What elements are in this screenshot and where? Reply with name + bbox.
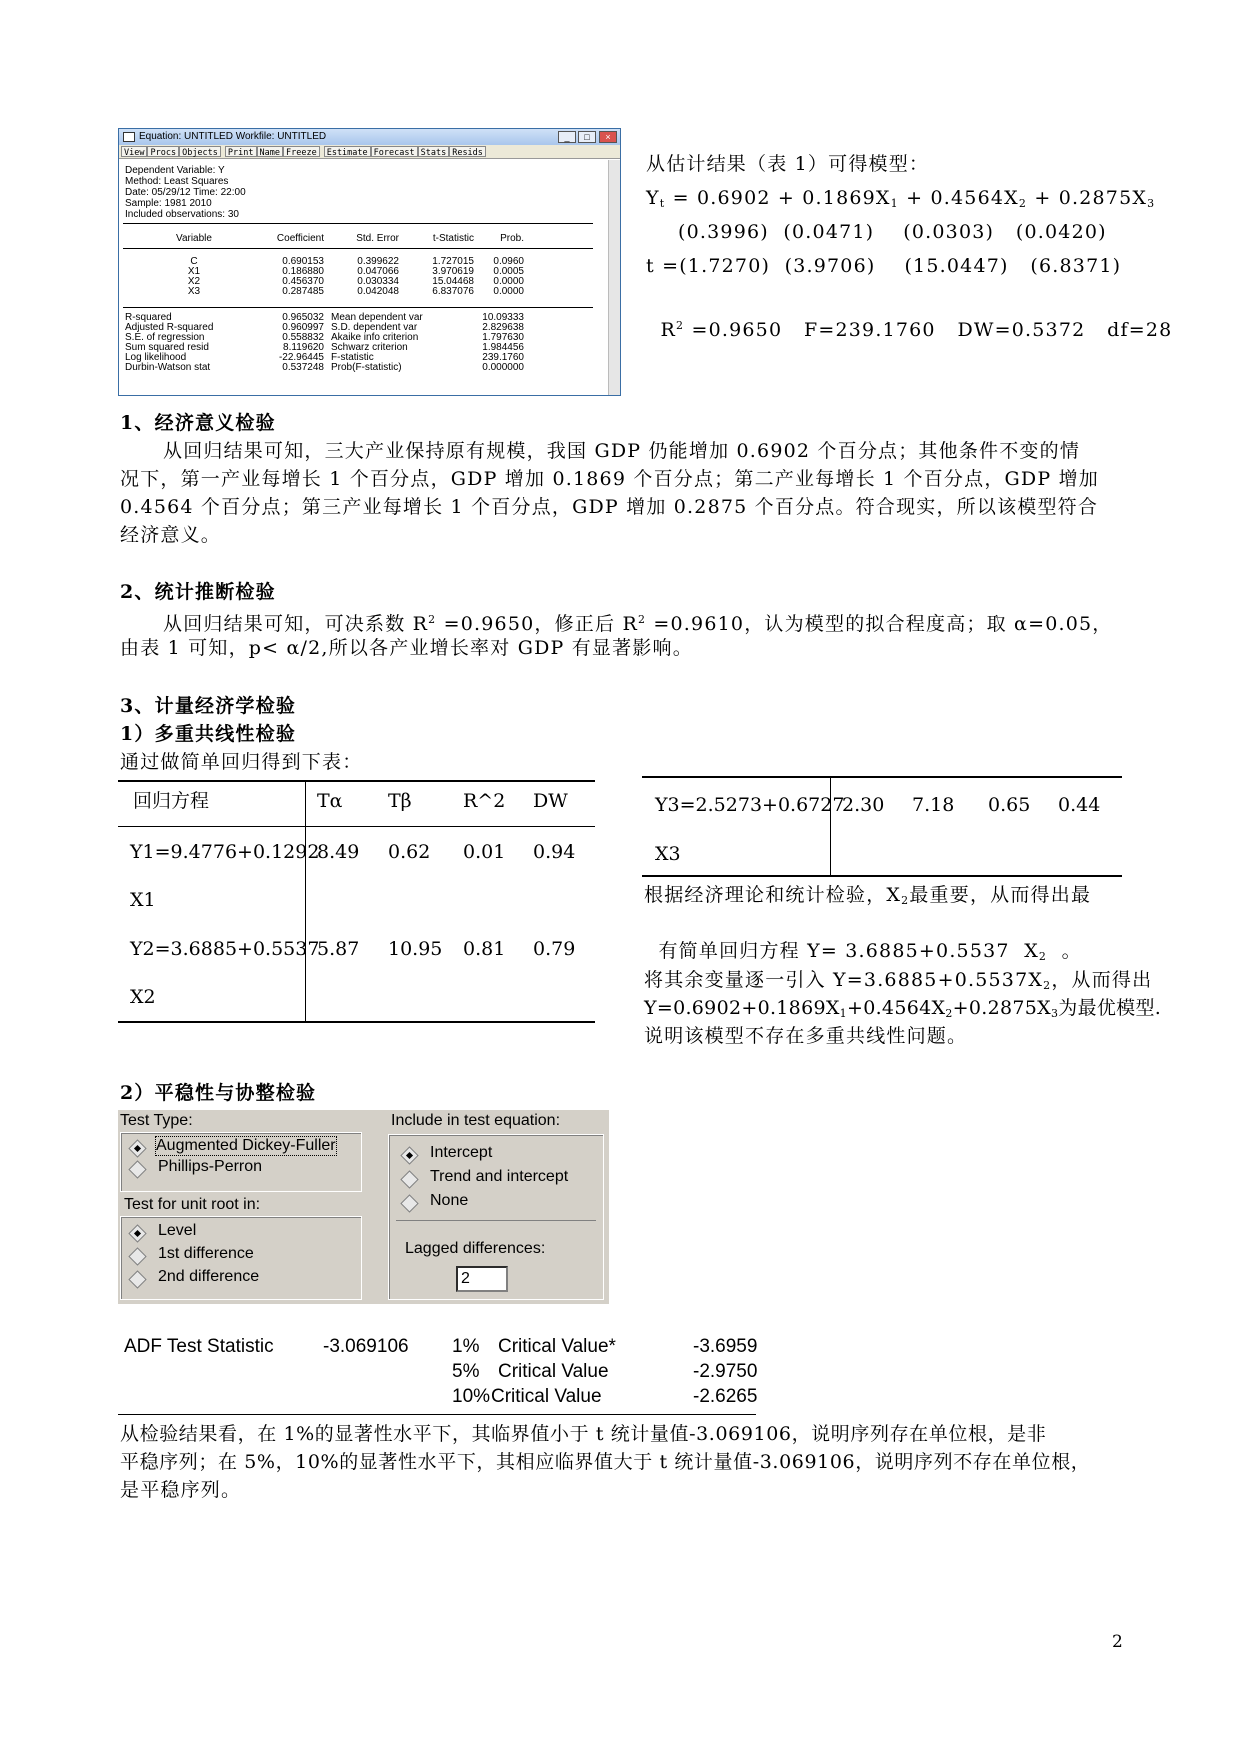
row1-equation: Y1=9.4776+0.1292 <box>130 841 320 863</box>
stat-label: Adjusted R-squared <box>125 322 214 333</box>
coefficient-cell: 15.04468 <box>432 276 474 287</box>
eq-part: + 0.4564X <box>898 187 1019 209</box>
text-part: Y=0.6902+0.1869X <box>644 997 840 1019</box>
table-rule <box>642 875 1122 877</box>
text-part: =0.9610，认为模型的拟合程度高；取 α=0.05， <box>646 613 1113 635</box>
table-rule <box>118 1021 595 1023</box>
text-part: =0.9650，修正后 R <box>436 613 638 635</box>
coefficient-cell: 0.287485 <box>282 286 324 297</box>
sub: 2 <box>1043 979 1052 992</box>
eq-part: =0.9650 F=239.1760 DW=0.5372 df=28 <box>684 319 1173 341</box>
stat-label: Sum squared resid <box>125 342 209 353</box>
sub: 1 <box>839 1007 847 1020</box>
section3-heading <box>120 692 296 720</box>
row2-equation-var: X2 <box>130 986 156 1008</box>
critical-name: Critical Value <box>498 1361 609 1382</box>
column-header: Coefficient <box>276 233 324 244</box>
stat-value: 0.558832 <box>282 332 324 343</box>
coefficient-cell: 3.970619 <box>432 266 474 277</box>
eq-sub: t <box>659 197 666 210</box>
coefficient-cell: 0.456370 <box>282 276 324 287</box>
variable-name: X1 <box>187 266 201 277</box>
conclusion-line: 说明该模型不存在多重共线性问题。 <box>644 1025 968 1047</box>
stat-label: Mean dependent var <box>331 312 423 323</box>
critical-value: -2.6265 <box>693 1386 758 1407</box>
coefficient-cell: 0.0000 <box>493 286 524 297</box>
coefficient-cell: 0.042048 <box>357 286 399 297</box>
stat-label: F-statistic <box>331 352 374 363</box>
output-header-line: Date: 05/29/12 Time: 22:00 <box>125 187 246 198</box>
sub: 3 <box>1050 1007 1059 1020</box>
toolbar-stats-button[interactable]: Stats <box>418 146 450 157</box>
stat-value: 0.965032 <box>282 312 324 323</box>
coefficient-cell: 0.0960 <box>493 256 524 267</box>
paragraph-line: 况下，第一产业每增长 1 个百分点，GDP 增加 0.1869 个百分点；第二产业每增长 1 个百分点，GDP 增加 <box>120 468 1099 490</box>
row1-equation-var: X1 <box>130 889 156 911</box>
column-header: Variable <box>176 233 212 244</box>
text-part: 有简单回归方程 Y= 3.6885+0.5537 X <box>658 940 1039 962</box>
row3-equation: Y3=2.5273+0.6727 <box>655 794 845 816</box>
toolbar-view-button[interactable]: View <box>121 146 147 157</box>
stat-label: Akaike info criterion <box>331 332 419 343</box>
text-part: +0.4564X <box>846 997 946 1019</box>
column-header: t-Statistic <box>432 233 474 244</box>
row3-t-beta: 7.18 <box>912 794 955 816</box>
critical-pct: 1% <box>452 1336 480 1357</box>
stat-value: 0.537248 <box>282 362 324 373</box>
text-part: 为最优模型. <box>1058 997 1162 1019</box>
unit-root-label: Test for unit root in: <box>124 1196 261 1213</box>
critical-name: Critical Value* <box>498 1336 616 1357</box>
page-number: 2 <box>1112 1632 1123 1652</box>
sub: 2 <box>901 894 910 907</box>
stat-value: 0.000000 <box>482 362 524 373</box>
coefficient-cell: 0.030334 <box>357 276 399 287</box>
adf-stat-value: -3.069106 <box>323 1336 409 1357</box>
row2-t-beta: 10.95 <box>388 938 443 960</box>
stat-value: 239.1760 <box>482 352 524 363</box>
coefficient-cell: 0.047066 <box>357 266 399 277</box>
sup: 2 <box>428 613 437 626</box>
table-rule <box>118 780 595 782</box>
stat-label: S.E. of regression <box>125 332 205 343</box>
adf-stat-label: ADF Test Statistic <box>124 1336 274 1357</box>
stat-value: 2.829638 <box>482 322 524 333</box>
stat-value: 0.960997 <box>282 322 324 333</box>
table-rule <box>118 826 595 827</box>
coefficient-cell: 6.837076 <box>432 286 474 297</box>
text-part: 。 <box>1047 940 1082 962</box>
eviews-toolbar <box>119 145 620 159</box>
vertical-scrollbar[interactable] <box>608 160 620 395</box>
section1-heading <box>120 409 276 437</box>
toolbar-estimate-button[interactable]: Estimate <box>324 146 371 157</box>
subsection-heading <box>120 720 296 748</box>
paragraph-line: 0.4564 个百分点；第三产业每增长 1 个百分点，GDP 增加 0.2875 个百分点。符合现实，所以该模型符合 <box>120 496 1099 518</box>
divider <box>123 223 593 224</box>
eq-sub: 1 <box>890 197 899 210</box>
window-title: Equation: UNTITLED Workfile: UNTITLED <box>139 131 327 142</box>
stat-label: R-squared <box>125 312 172 323</box>
model-intro: 从估计结果（表 1）可得模型： <box>646 153 930 175</box>
table-col-rule <box>305 780 306 1022</box>
toolbar-objects-button[interactable]: Objects <box>179 146 221 157</box>
output-header-line: Method: Least Squares <box>125 176 229 187</box>
lagged-label: Lagged differences: <box>405 1240 546 1257</box>
conclusion-line <box>644 909 1082 971</box>
text-part: +0.2875X <box>952 997 1051 1019</box>
adf-conclusion-line: 平稳序列；在 5%，10%的显著性水平下，其相应临界值大于 t 统计量值-3.069106，说明序列不存在单位根， <box>120 1451 1091 1473</box>
column-header: Prob. <box>500 233 524 244</box>
output-header-line: Sample: 1981 2010 <box>125 198 212 209</box>
toolbar-forecast-button[interactable]: Forecast <box>371 146 418 157</box>
row2-t-alpha: 5.87 <box>317 938 360 960</box>
result-rule <box>118 1414 756 1415</box>
group-divider <box>396 1220 596 1221</box>
option-level-label[interactable]: Level <box>158 1222 197 1239</box>
option-adf-label[interactable]: Augmented Dickey-Fuller <box>156 1137 336 1154</box>
window-title-bar <box>119 129 620 145</box>
subsection-heading <box>120 1079 316 1107</box>
header-r2: R^2 <box>463 790 506 812</box>
variable-name: X3 <box>187 286 201 297</box>
text-part: ，从而得出 <box>1051 969 1153 991</box>
standard-errors-line: (0.3996) (0.0471) (0.0303) (0.0420) <box>678 221 1107 243</box>
paragraph-line: 由表 1 可知，p< α/2,所以各产业增长率对 GDP 有显著影响。 <box>120 637 693 659</box>
option-none-label[interactable]: None <box>430 1192 469 1209</box>
include-label: Include in test equation: <box>391 1112 561 1129</box>
variable-name: X2 <box>187 276 201 287</box>
window-icon <box>123 132 135 142</box>
eq-part: R <box>660 319 676 341</box>
row2-dw: 0.79 <box>533 938 576 960</box>
eq-y: Y <box>646 187 660 209</box>
model-equation <box>646 184 1155 218</box>
stat-value: 1.984456 <box>482 342 524 353</box>
option-2nd-diff-label[interactable]: 2nd difference <box>158 1268 260 1285</box>
table-intro: 通过做简单回归得到下表： <box>120 751 363 773</box>
heading-text: 1）多重共线性检验 <box>120 723 297 745</box>
row3-r2: 0.65 <box>988 794 1031 816</box>
coefficient-cell: 0.399622 <box>357 256 399 267</box>
header-equation: 回归方程 <box>133 790 210 812</box>
option-intercept-label[interactable]: Intercept <box>430 1144 493 1161</box>
critical-pct: 5% <box>452 1361 480 1382</box>
toolbar-name-button[interactable]: Name <box>257 146 283 157</box>
adf-conclusion-line: 是平稳序列。 <box>120 1479 242 1501</box>
text-part: 根据经济理论和统计检验，X <box>644 884 902 906</box>
row1-dw: 0.94 <box>533 841 576 863</box>
eq-sub: 2 <box>1018 197 1028 210</box>
text-part: 从回归结果可知，可决系数 R <box>163 613 429 635</box>
variable-name: C <box>190 256 198 267</box>
coefficient-cell: 0.186880 <box>282 266 324 277</box>
row3-dw: 0.44 <box>1058 794 1101 816</box>
stat-value: 8.119620 <box>283 342 324 353</box>
coefficient-cell: 0.0000 <box>493 276 524 287</box>
toolbar-freeze-button[interactable]: Freeze <box>283 146 320 157</box>
row3-equation-var: X3 <box>655 843 681 865</box>
header-t-beta: Tβ <box>388 790 412 812</box>
eq-sup: 2 <box>676 319 685 332</box>
stat-label: Log likelihood <box>125 352 187 363</box>
toolbar-procs-button[interactable]: Procs <box>147 146 179 157</box>
header-t-alpha: Tα <box>317 790 343 812</box>
toolbar-print-button[interactable]: Print <box>225 146 257 157</box>
heading-text: 1、经济意义检验 <box>120 412 276 434</box>
row1-t-alpha: 8.49 <box>317 841 360 863</box>
critical-name: Critical Value <box>491 1386 602 1407</box>
divider <box>123 248 593 249</box>
stat-value: -22.96445 <box>278 352 324 363</box>
sub: 2 <box>945 1007 953 1020</box>
coefficient-cell: 0.690153 <box>282 256 324 267</box>
adf-conclusion-line: 从检验结果看，在 1%的显著性水平下，其临界值小于 t 统计量值-3.069106，说明序列存在单位根，是非 <box>120 1423 1047 1445</box>
divider <box>123 307 593 308</box>
text-part: 将其余变量逐一引入 Y=3.6885+0.5537X <box>644 969 1044 991</box>
option-pp-label[interactable]: Phillips-Perron <box>158 1158 263 1175</box>
stat-label: Durbin-Watson stat <box>125 362 211 373</box>
stat-value: 1.797630 <box>482 332 524 343</box>
stat-value: 10.09333 <box>482 312 524 323</box>
toolbar-resids-button[interactable]: Resids <box>449 146 486 157</box>
eq-part: = 0.6902 + 0.1869X <box>665 187 891 209</box>
stat-label: Prob(F-statistic) <box>331 362 402 373</box>
eq-sub: 3 <box>1147 197 1156 210</box>
stat-label: Schwarz criterion <box>331 342 408 353</box>
paragraph-line: 从回归结果可知，三大产业保持原有规模，我国 GDP 仍能增加 0.6902 个百分点；其他条件不变的情 <box>163 440 1081 462</box>
paragraph-line: 经济意义。 <box>120 524 222 546</box>
test-type-label: Test Type: <box>120 1112 193 1129</box>
eq-part: + 0.2875X <box>1027 187 1148 209</box>
output-header-line: Included observations: 30 <box>125 209 239 220</box>
row2-equation: Y2=3.6885+0.5537 <box>130 938 320 960</box>
heading-text: 3、计量经济学检验 <box>120 695 297 717</box>
output-header-line: Dependent Variable: Y <box>125 165 225 176</box>
close-button[interactable]: × <box>599 131 617 143</box>
t-stats-line: t =(1.7270) (3.9706) (15.0447) (6.8371) <box>646 255 1122 277</box>
critical-pct: 10% <box>452 1386 491 1407</box>
table-rule <box>642 776 1122 778</box>
critical-value: -2.9750 <box>693 1361 758 1382</box>
coefficient-cell: 0.0005 <box>493 266 524 277</box>
stat-label: S.D. dependent var <box>331 322 418 333</box>
eviews-equation-window <box>118 128 621 396</box>
coefficient-cell: 1.727015 <box>432 256 474 267</box>
lagged-differences-input[interactable] <box>456 1266 508 1292</box>
sup: 2 <box>637 613 647 626</box>
row2-r2: 0.81 <box>463 938 506 960</box>
heading-text: 2）平稳性与协整检验 <box>120 1082 317 1104</box>
unit-root-test-dialog <box>118 1110 609 1304</box>
critical-value: -3.6959 <box>693 1336 758 1357</box>
section2-heading <box>120 578 276 606</box>
fit-stats-line <box>646 284 1172 344</box>
row1-r2: 0.01 <box>463 841 506 863</box>
column-header: Std. Error <box>356 233 399 244</box>
maximize-button[interactable]: □ <box>578 131 596 143</box>
row3-t-alpha: 2.30 <box>842 794 885 816</box>
text-part: 最重要，从而得出最 <box>909 884 1092 906</box>
row1-t-beta: 0.62 <box>388 841 431 863</box>
heading-text: 2、统计推断检验 <box>120 581 276 603</box>
option-trend-intercept-label[interactable]: Trend and intercept <box>430 1168 569 1185</box>
sub: 2 <box>1038 950 1048 963</box>
option-1st-diff-label[interactable]: 1st difference <box>158 1245 254 1262</box>
header-dw: DW <box>533 790 568 812</box>
eviews-output <box>119 160 609 395</box>
minimize-button[interactable]: _ <box>558 131 576 143</box>
